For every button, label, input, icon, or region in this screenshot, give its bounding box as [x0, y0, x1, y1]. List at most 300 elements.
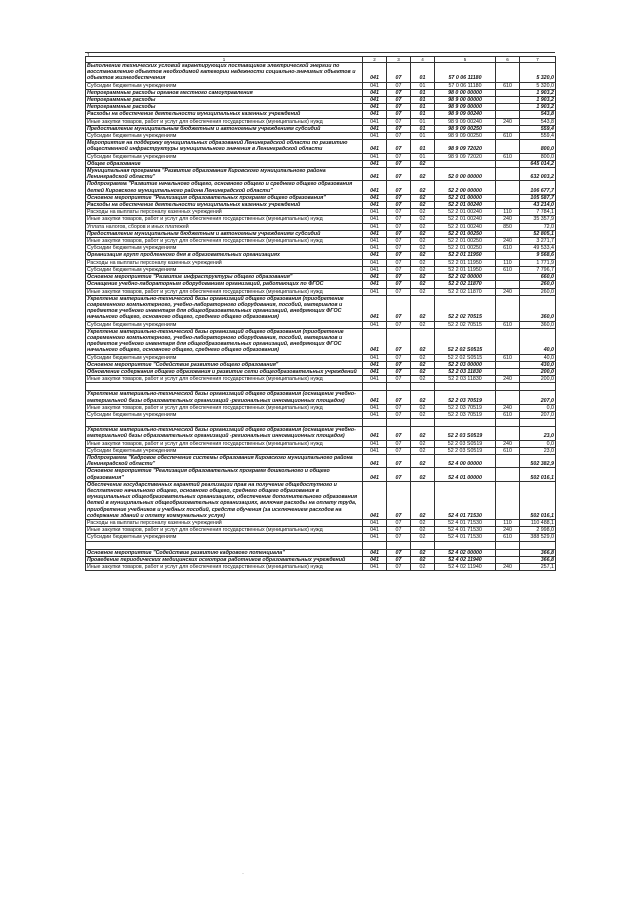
row-amount: 72,0 — [520, 223, 556, 230]
row-section-code: 07 — [387, 153, 411, 160]
row-amount: 7 796,7 — [520, 266, 556, 273]
row-subsection-code: 02 — [411, 520, 435, 527]
table-row — [86, 266, 556, 273]
row-target-article: 52 2 03 S0519 — [435, 427, 496, 440]
row-target-article: 52 2 01 00000 — [435, 194, 496, 201]
table-row — [86, 63, 556, 83]
row-subsection-code: 02 — [411, 361, 435, 368]
row-section-code: 07 — [387, 411, 411, 418]
table-row — [86, 230, 556, 237]
table-row — [86, 556, 556, 563]
row-subsection-code: 02 — [411, 427, 435, 440]
row-amount: 660,0 — [520, 274, 556, 281]
col-number: 5 — [435, 57, 496, 63]
row-ministry-code: 041 — [363, 216, 387, 223]
row-expense-type — [496, 368, 520, 375]
row-target-article: 52 2 03 11830 — [435, 376, 496, 383]
row-amount: 388 529,0 — [520, 534, 556, 541]
table-row — [86, 133, 556, 140]
row-ministry-code: 041 — [363, 230, 387, 237]
row-expense-type: 240 — [496, 288, 520, 295]
row-expense-type — [496, 556, 520, 563]
row-ministry-code: 041 — [363, 404, 387, 411]
row-section-code: 07 — [387, 82, 411, 89]
row-subsection-code: 01 — [411, 140, 435, 153]
spacer-cell — [520, 419, 556, 427]
table-row — [86, 160, 556, 167]
row-amount: 7 784,1 — [520, 209, 556, 216]
row-target-article: 52 4 01 71530 — [435, 534, 496, 541]
row-section-code: 07 — [387, 202, 411, 209]
row-section-code: 07 — [387, 288, 411, 295]
row-target-article: 52 0 00 00000 — [435, 168, 496, 181]
spacer-cell — [363, 383, 387, 391]
row-name: Иные закупки товаров, работ и услуг для обеспечения государственных (муниципальных) нужд — [86, 288, 363, 295]
row-expense-type — [496, 104, 520, 111]
table-row — [86, 354, 556, 361]
table-row — [86, 194, 556, 201]
row-target-article: 52 2 02 70515 — [435, 295, 496, 321]
row-subsection-code: 01 — [411, 111, 435, 118]
spacer-cell — [411, 383, 435, 391]
row-name: Расходы на выплаты персоналу казенных учреждений — [86, 259, 363, 266]
spacer-cell — [86, 383, 363, 391]
row-ministry-code: 041 — [363, 274, 387, 281]
row-expense-type: 240 — [496, 118, 520, 125]
table-row — [86, 181, 556, 194]
table-row — [86, 376, 556, 383]
row-target-article: 57 0 06 11180 — [435, 82, 496, 89]
row-expense-type — [496, 202, 520, 209]
row-section-code: 07 — [387, 89, 411, 96]
row-name: Основное мероприятие "Содействие развитию кадрового потенциала" — [86, 549, 363, 556]
row-expense-type — [496, 454, 520, 467]
spacer-cell — [520, 541, 556, 549]
row-subsection-code: 01 — [411, 82, 435, 89]
row-subsection-code: 01 — [411, 89, 435, 96]
table-row — [86, 295, 556, 321]
row-target-article: 98 9 09 00000 — [435, 104, 496, 111]
row-amount: 0,0 — [520, 404, 556, 411]
row-expense-type — [496, 549, 520, 556]
row-amount: 207,0 — [520, 391, 556, 404]
row-expense-type — [496, 274, 520, 281]
row-amount: 43 214,0 — [520, 202, 556, 209]
row-target-article: 98 9 00 00000 — [435, 97, 496, 104]
row-target-article: 52 4 02 11940 — [435, 556, 496, 563]
row-subsection-code: 02 — [411, 481, 435, 519]
row-ministry-code: 041 — [363, 153, 387, 160]
row-subsection-code: 02 — [411, 527, 435, 534]
table-row — [86, 153, 556, 160]
row-target-article: 52 2 01 11950 — [435, 266, 496, 273]
row-subsection-code: 01 — [411, 118, 435, 125]
row-subsection-code: 01 — [411, 125, 435, 132]
table-row — [86, 104, 556, 111]
table-row — [86, 252, 556, 259]
row-section-code: 07 — [387, 520, 411, 527]
row-amount: 105 587,7 — [520, 194, 556, 201]
row-name: Иные закупки товаров, работ и услуг для обеспечения государственных (муниципальных) нужд — [86, 376, 363, 383]
row-subsection-code: 02 — [411, 556, 435, 563]
col-number: 4 — [411, 57, 435, 63]
row-section-code: 07 — [387, 97, 411, 104]
row-expense-type: 240 — [496, 238, 520, 245]
row-amount: 260,0 — [520, 288, 556, 295]
spacer-row — [86, 383, 556, 391]
row-subsection-code: 02 — [411, 238, 435, 245]
row-section-code: 07 — [387, 274, 411, 281]
row-subsection-code: 02 — [411, 259, 435, 266]
row-subsection-code: 02 — [411, 230, 435, 237]
row-amount: 35 357,9 — [520, 216, 556, 223]
row-target-article: 98 9 09 00250 — [435, 133, 496, 140]
col-number: 3 — [387, 57, 411, 63]
footer-mark: · — [242, 871, 244, 877]
row-subsection-code: 02 — [411, 376, 435, 383]
row-section-code: 07 — [387, 140, 411, 153]
row-ministry-code: 041 — [363, 133, 387, 140]
row-section-code: 07 — [387, 230, 411, 237]
row-ministry-code: 041 — [363, 321, 387, 328]
col-number: 7 — [520, 57, 556, 63]
row-name: Субсидии бюджетным учреждениям — [86, 354, 363, 361]
row-amount: 106 677,7 — [520, 181, 556, 194]
table-row — [86, 440, 556, 447]
row-expense-type — [496, 361, 520, 368]
row-amount: 1 903,2 — [520, 104, 556, 111]
table-row — [86, 245, 556, 252]
row-section-code: 07 — [387, 209, 411, 216]
row-subsection-code: 01 — [411, 97, 435, 104]
row-target-article: 52 4 00 00000 — [435, 454, 496, 467]
row-name: Субсидии бюджетным учреждениям — [86, 411, 363, 418]
row-subsection-code: 02 — [411, 160, 435, 167]
row-ministry-code: 041 — [363, 520, 387, 527]
table-row — [86, 468, 556, 481]
row-subsection-code: 02 — [411, 447, 435, 454]
budget-table-sheet — [85, 56, 555, 571]
spacer-cell — [387, 383, 411, 391]
row-name: Иные закупки товаров, работ и услуг для обеспечения государственных (муниципальных) нужд — [86, 404, 363, 411]
table-row — [86, 321, 556, 328]
row-subsection-code: 02 — [411, 368, 435, 375]
row-name: Подпрограмма "Кадровое обеспечение системы образования Кировского муниципального района Ленинградской области" — [86, 454, 363, 467]
row-section-code: 07 — [387, 376, 411, 383]
row-section-code: 07 — [387, 259, 411, 266]
spacer-cell — [435, 541, 496, 549]
row-target-article: 57 0 06 11180 — [435, 63, 496, 83]
row-ministry-code: 041 — [363, 411, 387, 418]
spacer-cell — [363, 541, 387, 549]
row-expense-type — [496, 89, 520, 96]
row-ministry-code: 041 — [363, 223, 387, 230]
table-row — [86, 564, 556, 571]
row-section-code: 07 — [387, 133, 411, 140]
row-subsection-code: 02 — [411, 181, 435, 194]
row-section-code: 07 — [387, 534, 411, 541]
row-name: Иные закупки товаров, работ и услуг для обеспечения государственных (муниципальных) нужд — [86, 216, 363, 223]
row-amount: 502 016,1 — [520, 468, 556, 481]
row-section-code: 07 — [387, 295, 411, 321]
row-name: Субсидии бюджетным учреждениям — [86, 534, 363, 541]
row-target-article: 52 2 01 00250 — [435, 245, 496, 252]
row-amount: 49 533,4 — [520, 245, 556, 252]
row-name: Укрепление материально-технической базы организаций общего образования (оснащение учебно-материальной базы образовательных организаций -региональных инновационных площадок) — [86, 391, 363, 404]
row-expense-type: 610 — [496, 133, 520, 140]
row-name: Обновление содержания общего образования и развитие сети общеобразовательных учреждений — [86, 368, 363, 375]
table-row — [86, 209, 556, 216]
row-name: Подпрограмма "Развитие начального общего, основного общего и среднего общего образования детей Кировского муниципального района Ленинградской области" — [86, 181, 363, 194]
spacer-cell — [411, 541, 435, 549]
row-subsection-code: 01 — [411, 104, 435, 111]
row-subsection-code: 02 — [411, 321, 435, 328]
row-amount: 559,4 — [520, 133, 556, 140]
row-expense-type — [496, 230, 520, 237]
spacer-cell — [496, 419, 520, 427]
row-target-article: 52 4 01 00000 — [435, 468, 496, 481]
row-subsection-code: 02 — [411, 354, 435, 361]
row-ministry-code: 041 — [363, 160, 387, 167]
row-amount: 1 903,2 — [520, 97, 556, 104]
row-name: Субсидии бюджетным учреждениям — [86, 321, 363, 328]
row-expense-type — [496, 481, 520, 519]
row-amount: 502 016,1 — [520, 481, 556, 519]
row-ministry-code: 041 — [363, 549, 387, 556]
row-ministry-code: 041 — [363, 564, 387, 571]
row-ministry-code: 041 — [363, 140, 387, 153]
row-name: Предоставление муниципальным бюджетным и автономным учреждениям субсидий — [86, 230, 363, 237]
row-subsection-code: 02 — [411, 266, 435, 273]
row-section-code: 07 — [387, 321, 411, 328]
row-section-code: 07 — [387, 368, 411, 375]
budget-table — [85, 56, 556, 571]
row-section-code: 07 — [387, 556, 411, 563]
row-expense-type: 110 — [496, 520, 520, 527]
row-section-code: 07 — [387, 427, 411, 440]
row-section-code: 07 — [387, 447, 411, 454]
spacer-cell — [86, 541, 363, 549]
row-target-article: 52 4 01 71530 — [435, 527, 496, 534]
row-target-article: 52 2 03 11830 — [435, 368, 496, 375]
table-row — [86, 411, 556, 418]
row-name: Непрограммные расходы — [86, 97, 363, 104]
row-name: Субсидии бюджетным учреждениям — [86, 153, 363, 160]
row-subsection-code: 02 — [411, 194, 435, 201]
spacer-cell — [86, 419, 363, 427]
row-expense-type: 240 — [496, 216, 520, 223]
row-section-code: 07 — [387, 216, 411, 223]
table-row — [86, 125, 556, 132]
row-expense-type — [496, 468, 520, 481]
row-section-code: 07 — [387, 111, 411, 118]
row-subsection-code: 02 — [411, 202, 435, 209]
table-row — [86, 82, 556, 89]
row-target-article: 98 9 09 00240 — [435, 111, 496, 118]
row-section-code: 07 — [387, 564, 411, 571]
row-amount: 632 003,2 — [520, 168, 556, 181]
row-name: Основное мероприятие "Развитие инфраструктуры общего образования" — [86, 274, 363, 281]
row-amount: 5 320,0 — [520, 82, 556, 89]
row-expense-type — [496, 328, 520, 354]
table-row — [86, 427, 556, 440]
row-expense-type: 610 — [496, 321, 520, 328]
row-subsection-code: 02 — [411, 252, 435, 259]
row-section-code: 07 — [387, 194, 411, 201]
row-ministry-code: 041 — [363, 266, 387, 273]
row-amount: 430,0 — [520, 361, 556, 368]
row-amount: 207,0 — [520, 411, 556, 418]
row-section-code: 07 — [387, 245, 411, 252]
table-row — [86, 216, 556, 223]
spacer-cell — [496, 383, 520, 391]
row-target-article: 52 2 01 00250 — [435, 230, 496, 237]
row-name: Субсидии бюджетным учреждениям — [86, 266, 363, 273]
row-subsection-code: 02 — [411, 454, 435, 467]
row-amount: 200,0 — [520, 376, 556, 383]
row-target-article: 98 9 09 72020 — [435, 153, 496, 160]
row-ministry-code: 041 — [363, 354, 387, 361]
row-amount: 5 320,0 — [520, 63, 556, 83]
row-subsection-code: 02 — [411, 281, 435, 288]
row-ministry-code: 041 — [363, 391, 387, 404]
row-ministry-code: 041 — [363, 440, 387, 447]
spacer-cell — [387, 541, 411, 549]
row-name: Иные закупки товаров, работ и услуг для обеспечения государственных (муниципальных) нужд — [86, 118, 363, 125]
row-name: Иные закупки товаров, работ и услуг для обеспечения государственных (муниципальных) нужд — [86, 527, 363, 534]
row-amount: 257,1 — [520, 564, 556, 571]
row-ministry-code: 041 — [363, 527, 387, 534]
row-target-article: 52 2 01 00240 — [435, 209, 496, 216]
row-target-article: 52 2 02 11870 — [435, 281, 496, 288]
row-ministry-code: 041 — [363, 427, 387, 440]
row-amount: 260,0 — [520, 281, 556, 288]
table-row — [86, 328, 556, 354]
row-expense-type: 610 — [496, 82, 520, 89]
row-name: Субсидии бюджетным учреждениям — [86, 245, 363, 252]
spacer-cell — [435, 383, 496, 391]
row-section-code: 07 — [387, 391, 411, 404]
table-row — [86, 288, 556, 295]
row-section-code: 07 — [387, 468, 411, 481]
row-target-article: 52 2 03 70519 — [435, 404, 496, 411]
table-row — [86, 454, 556, 467]
row-name: Основное мероприятие "Реализация образовательных программ общего образования" — [86, 194, 363, 201]
row-amount: 800,0 — [520, 140, 556, 153]
row-name: Оснащение учебно-лабораторным оборудованием организаций, работающих по ФГОС — [86, 281, 363, 288]
table-row — [86, 549, 556, 556]
row-ministry-code: 041 — [363, 376, 387, 383]
row-section-code: 07 — [387, 238, 411, 245]
row-ministry-code: 041 — [363, 181, 387, 194]
row-ministry-code: 041 — [363, 245, 387, 252]
row-target-article: 52 2 01 00250 — [435, 238, 496, 245]
row-target-article: 52 4 01 71530 — [435, 481, 496, 519]
table-row — [86, 361, 556, 368]
row-expense-type: 850 — [496, 223, 520, 230]
row-ministry-code: 041 — [363, 259, 387, 266]
row-section-code: 07 — [387, 328, 411, 354]
row-section-code: 07 — [387, 354, 411, 361]
row-ministry-code: 041 — [363, 63, 387, 83]
row-section-code: 07 — [387, 481, 411, 519]
row-subsection-code: 02 — [411, 245, 435, 252]
row-target-article: 52 2 03 S0519 — [435, 447, 496, 454]
row-name: Проведение периодических медицинских осмотров работников образовательных учреждений — [86, 556, 363, 563]
row-subsection-code: 02 — [411, 468, 435, 481]
row-target-article: 52 2 01 00240 — [435, 202, 496, 209]
row-target-article: 52 2 02 S0515 — [435, 354, 496, 361]
row-target-article: 52 2 02 00000 — [435, 274, 496, 281]
row-name: Субсидии бюджетным учреждениям — [86, 447, 363, 454]
spacer-row — [86, 419, 556, 427]
row-amount: 1 771,9 — [520, 259, 556, 266]
row-target-article: 52 2 00 00000 — [435, 181, 496, 194]
row-expense-type — [496, 295, 520, 321]
row-expense-type: 240 — [496, 440, 520, 447]
row-section-code: 07 — [387, 440, 411, 447]
row-amount: 2 998,0 — [520, 527, 556, 534]
row-section-code: 07 — [387, 223, 411, 230]
row-subsection-code: 02 — [411, 209, 435, 216]
row-expense-type — [496, 160, 520, 167]
row-subsection-code: 01 — [411, 133, 435, 140]
row-amount: 559,4 — [520, 125, 556, 132]
row-subsection-code: 02 — [411, 288, 435, 295]
row-target-article: 52 4 01 71530 — [435, 520, 496, 527]
table-row — [86, 391, 556, 404]
row-target-article — [435, 160, 496, 167]
row-amount: 645 014,2 — [520, 160, 556, 167]
row-section-code: 07 — [387, 181, 411, 194]
row-name: Укрепление материально-технической базы организаций общего образования (приобретение современного компьютерного, учебно-лабораторного оборудования, пособий, материалов и предметов учебного инвентаря для общеобразовательных организаций, внедряющих ФГОС начального общего, основного общего, среднего общего образования) — [86, 295, 363, 321]
row-ministry-code: 041 — [363, 194, 387, 201]
table-row — [86, 527, 556, 534]
row-subsection-code: 01 — [411, 153, 435, 160]
row-expense-type: 240 — [496, 404, 520, 411]
row-amount: 23,0 — [520, 427, 556, 440]
row-expense-type — [496, 194, 520, 201]
row-ministry-code: 041 — [363, 89, 387, 96]
row-section-code: 07 — [387, 160, 411, 167]
row-expense-type: 110 — [496, 209, 520, 216]
table-row — [86, 238, 556, 245]
col-number: 1 — [86, 57, 363, 63]
spacer-cell — [411, 419, 435, 427]
row-expense-type — [496, 252, 520, 259]
row-name: Субсидии бюджетным учреждениям — [86, 133, 363, 140]
row-section-code: 07 — [387, 266, 411, 273]
row-section-code: 07 — [387, 361, 411, 368]
row-name: Иные закупки товаров, работ и услуг для обеспечения государственных (муниципальных) нужд — [86, 238, 363, 245]
row-amount: 110 488,1 — [520, 520, 556, 527]
row-name: Обеспечение государственных гарантий реализации прав на получение общедоступного и бесплатного начального общего, основного общего, среднего общего образования в муниципальных общеобразовательных организациях, обеспечение дополнительного образования детей в муниципальных общеобразовательных организациях, включая расходы на оплату труда, приобретение учебников и учебных пособий, средств обучения (за исключением расходов на содержание зданий и оплату коммунальных услуг) — [86, 481, 363, 519]
row-expense-type: 610 — [496, 447, 520, 454]
table-row — [86, 404, 556, 411]
row-amount: 52 805,1 — [520, 230, 556, 237]
table-row — [86, 111, 556, 118]
row-name: Укрепление материально-технической базы организаций общего образования (приобретение современного компьютерного, учебно-лабораторного оборудования, пособий, материалов и предметов учебного инвентаря для общеобразовательных организаций, внедряющих ФГОС начального общего, основного общего, среднего общего образования) — [86, 328, 363, 354]
row-target-article: 52 2 01 11950 — [435, 252, 496, 259]
row-ministry-code: 041 — [363, 534, 387, 541]
row-name: Муниципальная программа "Развитие образования Кировского муниципального района Ленинградской области" — [86, 168, 363, 181]
row-name: Иные закупки товаров, работ и услуг для обеспечения государственных (муниципальных) нужд — [86, 440, 363, 447]
row-subsection-code: 01 — [411, 63, 435, 83]
row-ministry-code: 041 — [363, 447, 387, 454]
table-row — [86, 89, 556, 96]
row-expense-type: 110 — [496, 259, 520, 266]
table-row — [86, 481, 556, 519]
